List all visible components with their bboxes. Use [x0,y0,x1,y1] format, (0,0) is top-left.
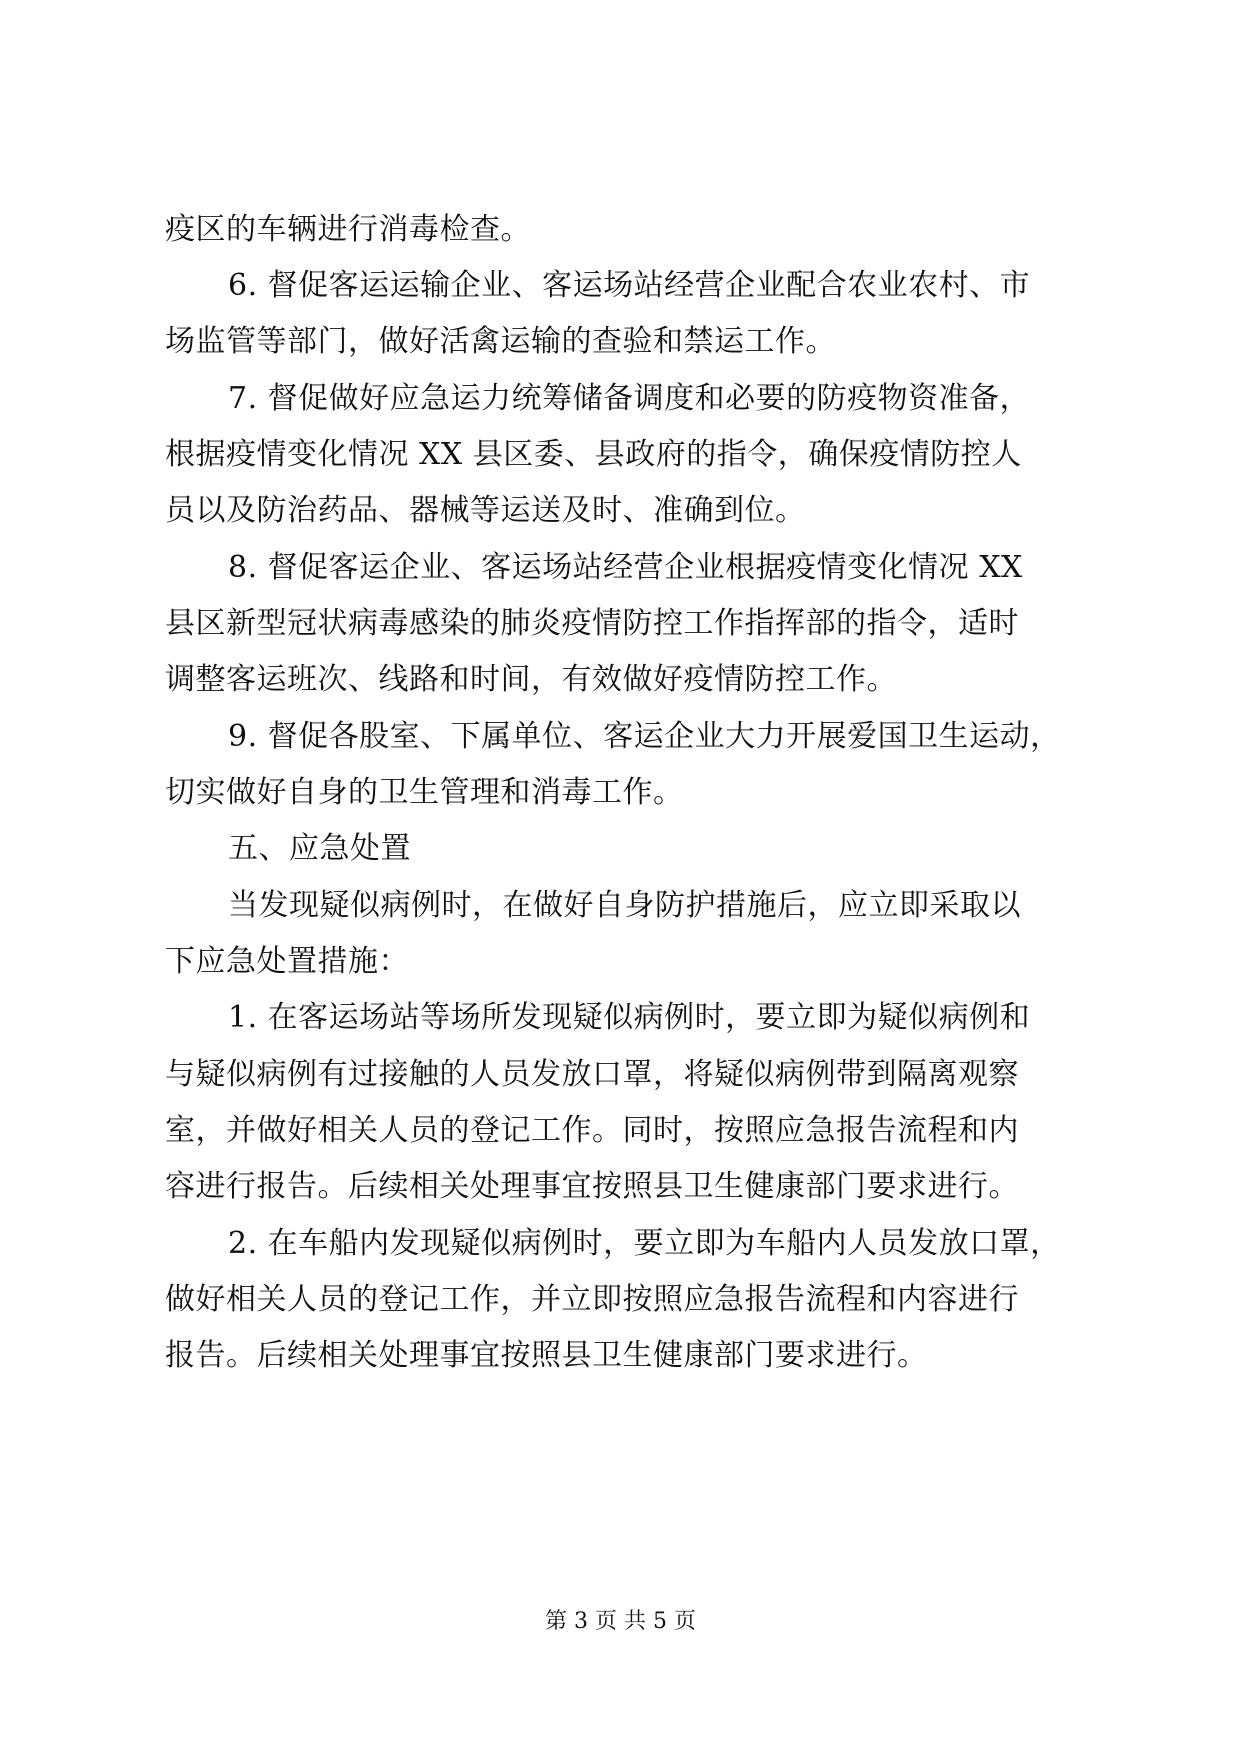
text-line: 调整客运班次、线路和时间，有效做好疫情防控工作。 [165,662,897,697]
text-line: 7. 督促做好应急运力统筹储备调度和必要的防疫物资准备， [228,381,1031,416]
text-line: 2. 在车船内发现疑似病例时，要立即为车船内人员发放口罩， [228,1226,1061,1261]
text-line: 9. 督促各股室、下属单位、客运企业大力开展爱国卫生运动， [228,719,1061,754]
text-line: 与疑似病例有过接触的人员发放口罩，将疑似病例带到隔离观察 [165,1057,1019,1092]
text-line: 8. 督促客运企业、客运场站经营企业根据疫情变化情况 XX [228,550,1023,585]
text-line: 容进行报告。后续相关处理事宜按照县卫生健康部门要求进行。 [165,1169,1019,1204]
text-line: 6. 督促客运运输企业、客运场站经营企业配合农业农村、市 [228,268,1031,303]
page-number: 第 3 页 共 5 页 [545,1609,696,1634]
text-line: 疫区的车辆进行消毒检查。 [165,212,531,247]
text-line: 做好相关人员的登记工作，并立即按照应急报告流程和内容进行 [165,1282,1019,1317]
text-line: 县区新型冠状病毒感染的肺炎疫情防控工作指挥部的指令，适时 [165,606,1019,641]
text-line: 员以及防治药品、器械等运送及时、准确到位。 [165,493,806,528]
text-line: 当发现疑似病例时，在做好自身防护措施后，应立即采取以 [228,888,1021,923]
section-heading: 五、应急处置 [228,831,411,866]
text-line: 根据疫情变化情况 XX 县区委、县政府的指令，确保疫情防控人 [165,437,1022,472]
text-line: 下应急处置措施： [165,944,409,979]
text-line: 场监管等部门，做好活禽运输的查验和禁运工作。 [165,324,836,359]
text-line: 切实做好自身的卫生管理和消毒工作。 [165,775,684,810]
text-line: 报告。后续相关处理事宜按照县卫生健康部门要求进行。 [165,1338,928,1373]
text-line: 1. 在客运场站等场所发现疑似病例时，要立即为疑似病例和 [228,1000,1031,1035]
text-line: 室，并做好相关人员的登记工作。同时，按照应急报告流程和内 [165,1113,1019,1148]
